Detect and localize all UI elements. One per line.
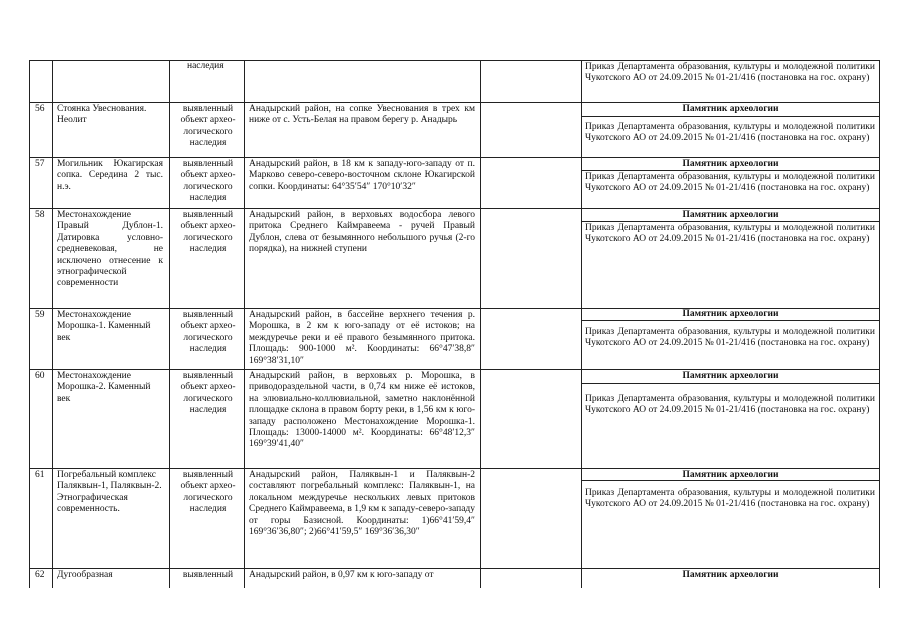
col-border: [581, 60, 582, 588]
row-border: [581, 383, 880, 384]
row-number: 57: [35, 159, 45, 169]
object-name: Местонахождение Правый Дублон-1. Датировка условно-средневековая, не исключено отнесение к этнографической современности: [57, 210, 163, 289]
object-location: Анадырский район, в верховьях р. Морошка, в приводораздельной части, в 0,74 км ниже её истоков, на элювиально-коллювиальной, заметно наклонённой площадке склона в правом борту реки, в 1,56 км к юго-западу расположено Местонахождение Морошка-1. Площадь: 13000-14000 м². Координаты: 66°48′12,3″ 169°39′41,40″: [249, 371, 475, 450]
col-border: [52, 60, 53, 588]
row-border: [581, 116, 880, 117]
object-name: Могильник Юкагирская сопка. Середина 2 тыс. н.э.: [57, 159, 163, 192]
object-name: Стоянка Увеснования. Неолит: [57, 104, 147, 126]
category-label: Памятник археологии: [682, 159, 779, 169]
object-type: выявленный объект архео-логического наследия: [180, 470, 236, 515]
category-label: Памятник археологии: [682, 470, 779, 480]
object-location: Анадырский район, в 18 км к западу-юго-западу от п. Марково северо-северо-восточном склоне Юкагирской сопки. Координаты: 64°35′54″ 170°10′32″: [249, 159, 475, 192]
object-type: выявленный: [182, 570, 234, 580]
row-border: [29, 369, 880, 370]
category-label: Памятник археологии: [682, 210, 779, 220]
object-type: выявленный объект архео-логического наследия: [180, 210, 236, 255]
order-cell: Приказ Департамента образования, культуры и молодежной политики Чукотского АО от 24.09.2015 № 01-21/416 (постановка на гос. охрану): [585, 172, 875, 194]
col-border: [29, 60, 30, 588]
order-cell: Приказ Департамента образования, культуры и молодежной политики Чукотского АО от 24.09.2015 № 01-21/416 (постановка на гос. охрану): [585, 394, 875, 416]
object-location: Анадырский район, в бассейне верхнего течения р. Морошка, в 2 км к юго-западу от её истоков; на междуречье реки и её правого безымянного притока. Площадь: 900-1000 м². Координаты: 66°47′38,8″ 169°38′31,10″: [249, 310, 475, 366]
row-number: 56: [35, 104, 45, 114]
object-type: выявленный объект архео-логического наследия: [180, 310, 236, 355]
row-border: [29, 468, 880, 469]
category-label: Памятник археологии: [682, 570, 779, 580]
object-name: Дугообразная: [57, 570, 113, 580]
category-label: Памятник археологии: [682, 371, 779, 381]
order-cell: Приказ Департамента образования, культуры и молодежной политики Чукотского АО от 24.09.2015 № 01-21/416 (постановка на гос. охрану): [585, 122, 875, 144]
col-border: [169, 60, 170, 588]
order-cell: Приказ Департамента образования, культуры и молодежной политики Чукотского АО от 24.09.2015 № 01-21/416 (постановка на гос. охрану): [585, 223, 875, 245]
heritage-registry-table: [29, 60, 879, 588]
col-border: [480, 60, 481, 588]
object-type: выявленный объект архео-логического наследия: [180, 159, 236, 204]
row-number: 62: [35, 570, 45, 580]
object-name: Погребальный комплекс Паляквын-1, Паляквын-2. Этнографическая современность.: [57, 470, 162, 515]
row-border: [29, 208, 880, 209]
order-cell: Приказ Департамента образования, культуры и молодежной политики Чукотского АО от 24.09.2015 № 01-21/416 (постановка на гос. охрану): [585, 327, 875, 349]
object-location: Анадырский район, на сопке Увеснования в трех км ниже от с. Усть-Белая на правом берегу р. Анадырь: [249, 104, 475, 126]
order-cell: Приказ Департамента образования, культуры и молодежной политики Чукотского АО от 24.09.2015 № 01-21/416 (постановка на гос. охрану): [585, 62, 875, 84]
category-label: Памятник археологии: [682, 309, 779, 319]
row-border: [29, 60, 880, 61]
object-location: Анадырский район, Паляквын-1 и Паляквын-2 составляют погребальный комплекс: Паляквын-1, на локальном междуречье нескольких левых притоков Среднего Каймравеема, в 1,9 км к западу-северо-западу от горы Базисной. Координаты: 1)66°41′59,4″ 169°36′36,80″; 2)66°41′59,5″ 169°36′36,30″: [249, 470, 475, 538]
object-location: Анадырский район, в 0,97 км к юго-западу от: [249, 570, 434, 580]
object-name: Местонахождение Морошка-1. Каменный век: [57, 310, 151, 343]
row-number: 59: [35, 310, 45, 320]
type-cell-continued: наследия: [187, 61, 224, 71]
row-number: 58: [35, 210, 45, 220]
object-name: Местонахождение Морошка-2. Каменный век: [57, 371, 151, 404]
row-number: 61: [35, 470, 45, 480]
object-type: выявленный объект архео-логического наследия: [180, 371, 236, 416]
row-border: [29, 157, 880, 158]
row-number: 60: [35, 371, 45, 381]
category-label: Памятник археологии: [682, 104, 779, 114]
row-border: [29, 568, 880, 569]
object-type: выявленный объект архео-логического наследия: [180, 104, 236, 149]
order-cell: Приказ Департамента образования, культуры и молодежной политики Чукотского АО от 24.09.2015 № 01-21/416 (постановка на гос. охрану): [585, 488, 875, 510]
object-location: Анадырский район, в верховьях водосбора левого притока Среднего Каймравеема - ручей Правый Дублон, слева от безымянного небольшого ручья (2-го порядка), на нижней ступени: [249, 210, 475, 255]
row-border: [29, 102, 880, 103]
col-border: [879, 60, 880, 588]
col-border: [244, 60, 245, 588]
